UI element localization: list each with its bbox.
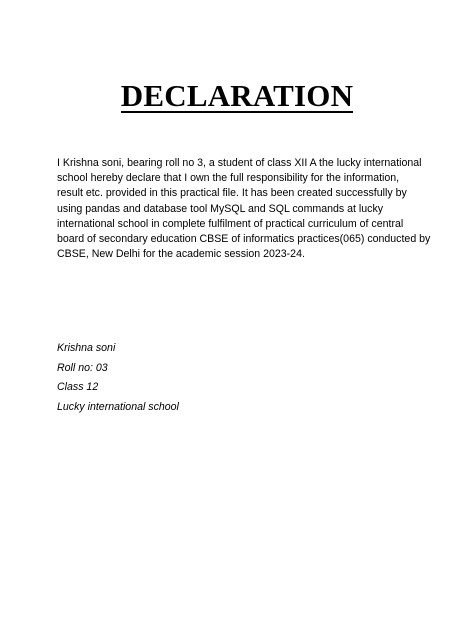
roll-number: Roll no: 03 [57, 361, 108, 374]
signature-block [57, 342, 179, 420]
school-name: Lucky international school [57, 400, 179, 413]
paragraph-line: board of secondary education CBSE of informatics practices(065) conducted by [57, 233, 431, 246]
student-name: Krishna soni [57, 342, 116, 354]
declaration-paragraph [57, 156, 437, 262]
paragraph-line: CBSE, New Delhi for the academic session 2023-24. [57, 248, 305, 261]
paragraph-line: I Krishna soni, bearing roll no 3, a student of class XII A the lucky international [57, 157, 422, 169]
class-label: Class 12 [57, 381, 99, 393]
paragraph-line: using pandas and database tool MySQL and SQL commands at lucky [57, 202, 384, 215]
paragraph-line: international school in complete fulfilment of practical curriculum of central [57, 217, 404, 230]
title-text: DECLARATION [120, 78, 354, 113]
paragraph-line: school hereby declare that I own the full responsibility for the information, [57, 172, 400, 185]
paragraph-line: result etc. provided in this practical file. It has been created successfully by [57, 187, 407, 200]
page-title [0, 78, 474, 114]
